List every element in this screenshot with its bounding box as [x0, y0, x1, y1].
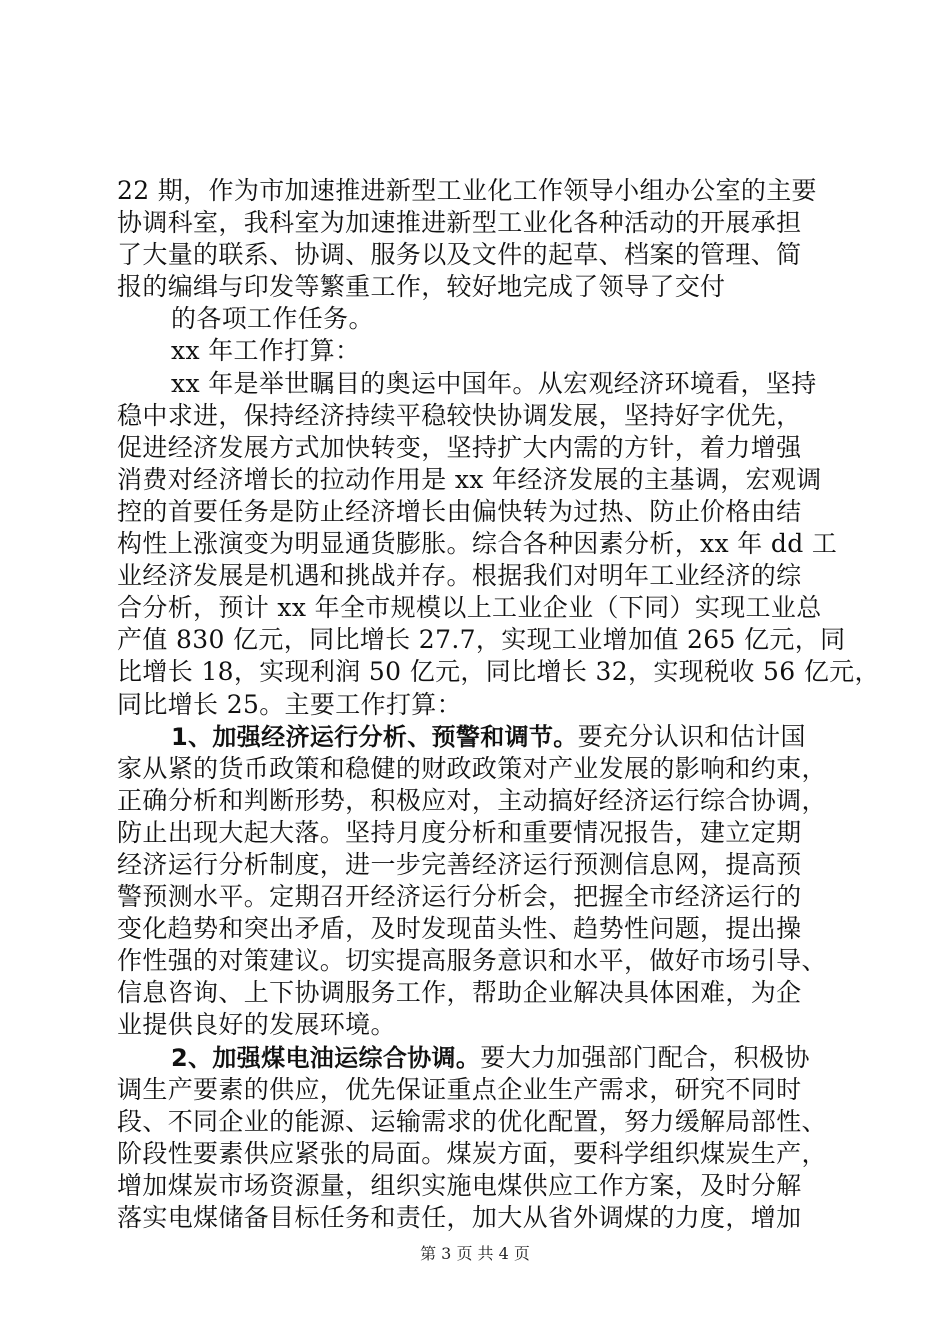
text-line: 落实电煤储备目标任务和责任，加大从省外调煤的力度，增加: [117, 1203, 802, 1232]
heading-1: 1、加强经济运行分析、预警和调节。: [171, 722, 578, 751]
text-line: 同比增长 25。主要工作打算：: [117, 689, 463, 719]
text-line: 了大量的联系、协调、服务以及文件的起草、档案的管理、简: [117, 240, 802, 270]
text-line: 警预测水平。定期召开经济运行分析会，把握全市经济运行的: [117, 882, 802, 912]
text-line: 增加煤炭市场资源量，组织实施电煤供应工作方案，及时分解: [117, 1170, 802, 1200]
text-line: xx 年是举世瞩目的奥运中国年。从宏观经济环境看，坚持: [171, 368, 817, 398]
paragraph-start: [117, 721, 837, 753]
text-line: 防止出现大起大落。坚持月度分析和重要情况报告，建立定期: [117, 817, 802, 847]
text-line: 报的编缉与印发等繁重工作，较好地完成了领导了交付: [117, 272, 726, 302]
text-line: 产值 830 亿元，同比增长 27.7，实现工业增加值 265 亿元，同: [117, 625, 846, 655]
page-footer: 第 3 页 共 4 页: [420, 1244, 530, 1263]
text-run: 要充分认识和估计国: [577, 721, 806, 751]
text-line: 22 期，作为市加速推进新型工业化工作领导小组办公室的主要: [117, 176, 817, 205]
text-line: 稳中求进，保持经济持续平稳较快协调发展，坚持好字优先，: [117, 400, 802, 430]
heading-2: 2、加强煤电油运综合协调。: [171, 1043, 481, 1072]
text-line: 的各项工作任务。: [171, 304, 374, 334]
section-title: xx 年工作打算：: [171, 336, 361, 366]
text-run: 要大力加强部门配合，积极协: [480, 1042, 810, 1072]
paragraph-start: [117, 1042, 837, 1074]
text-line: 经济运行分析制度，进一步完善经济运行预测信息网，提高预: [117, 849, 802, 879]
text-line: 业提供良好的发展环境。: [117, 1010, 396, 1040]
text-line: 信息咨询、上下协调服务工作，帮助企业解决具体困难，为企: [117, 978, 802, 1008]
text-line: 控的首要任务是防止经济增长由偏快转为过热、防止价格由结: [117, 496, 802, 526]
text-line: 协调科室，我科室为加速推进新型工业化各种活动的开展承担: [117, 208, 802, 238]
text-line: 作性强的对策建议。切实提高服务意识和水平，做好市场引导、: [117, 946, 827, 976]
text-line: 阶段性要素供应紧张的局面。煤炭方面，要科学组织煤炭生产，: [117, 1138, 827, 1168]
text-line: 业经济发展是机遇和挑战并存。根据我们对明年工业经济的综: [117, 561, 802, 591]
text-line: 正确分析和判断形势，积极应对，主动搞好经济运行综合协调，: [117, 785, 827, 815]
document-body: [117, 175, 880, 1234]
text-line: 促进经济发展方式加快转变，坚持扩大内需的方针，着力增强: [117, 432, 802, 462]
text-line: 消费对经济增长的拉动作用是 xx 年经济发展的主基调，宏观调: [117, 464, 822, 494]
text-line: 调生产要素的供应，优先保证重点企业生产需求，研究不同时: [117, 1074, 802, 1104]
text-line: 构性上涨演变为明显通货膨胀。综合各种因素分析，xx 年 dd 工: [117, 529, 838, 559]
text-line: 家从紧的货币政策和稳健的财政政策对产业发展的影响和约束，: [117, 753, 827, 783]
text-line: 变化趋势和突出矛盾，及时发现苗头性、趋势性问题，提出操: [117, 914, 802, 944]
text-line: 合分析，预计 xx 年全市规模以上工业企业（下同）实现工业总: [117, 593, 822, 623]
text-line: 比增长 18，实现利润 50 亿元，同比增长 32，实现税收 56 亿元，: [117, 657, 880, 687]
text-line: 段、不同企业的能源、运输需求的优化配置，努力缓解局部性、: [117, 1106, 827, 1136]
